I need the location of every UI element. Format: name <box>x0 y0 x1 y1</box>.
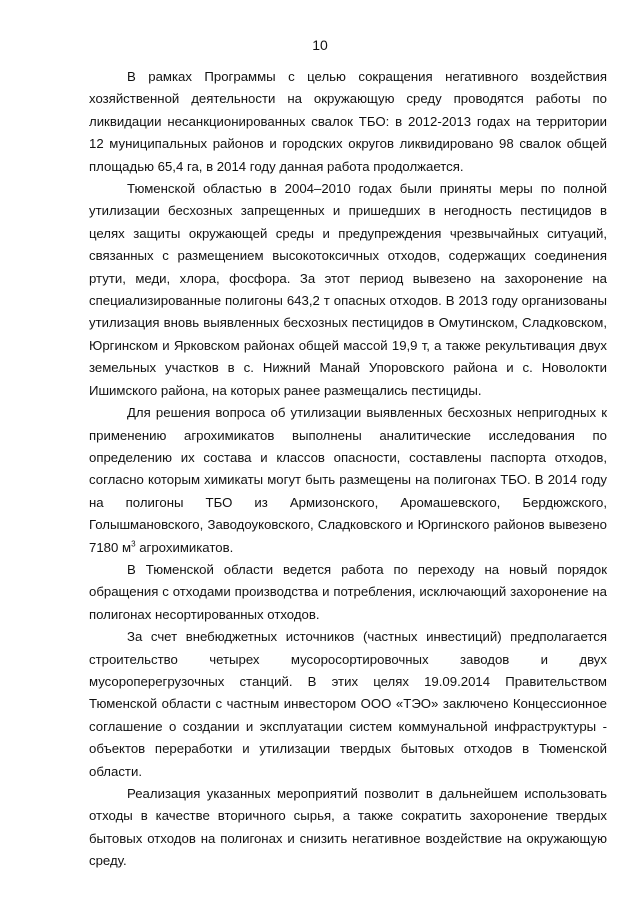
paragraph-pesticide-disposal: Тюменской областью в 2004–2010 годах были приняты меры по полной утилизации бесхозных запрещенных и пришедших в негодность пестицидов в целях защиты окружающей среды и предупреждения чрезвычайных ситуаций, связанных с размещением высокотоксичных отходов, содержащих соединения ртути, меди, хлора, фосфора. За этот период вывезено на захоронение на специализированные полигоны 643,2 т опасных отходов. В 2013 году организованы утилизация вновь выявленных бесхозных пестицидов в Омутинском, Сладковском, Юргинском и Ярковском районах общей массой 19,9 т, а также рекультивация двух земельных участков в с. Нижний Манай Упоровского района и с. Новолокти Ишимского района, на которых ранее размещались пестициды. <box>89 181 607 398</box>
paragraph-agrochemicals <box>89 402 607 559</box>
paragraph-sorting-plants: За счет внебюджетных источников (частных инвестиций) предполагается строительство четырех мусоросортировочных заводов и двух мусороперегрузочных станций. В этих целях 19.09.2014 Правительством Тюменской области с частным инвестором ООО «ТЭО» заключено Концессионное соглашение о создании и эксплуатации систем коммунальной инфраструктуры - объектов переработки и утилизации твердых бытовых отходов в Тюменской области. <box>89 629 607 779</box>
paragraph-landfill-liquidation: В рамках Программы с целью сокращения негативного воздействия хозяйственной деятельности на окружающую среду проводятся работы по ликвидации несанкционированных свалок ТБО: в 2012-2013 годах на территории 12 муниципальных районов и городских округов ликвидировано 98 свалок общей площадью 65,4 га, в 2014 году данная работа продолжается. <box>89 69 607 174</box>
paragraph-secondary-raw-materials: Реализация указанных мероприятий позволит в дальнейшем использовать отходы в качестве вторичного сырья, а также сократить захоронение твердых бытовых отходов на полигонах и снизить негативное воздействие на окружающую среду. <box>89 786 607 869</box>
page-number: 10 <box>312 37 328 53</box>
paragraph-agrochemicals-tail: агрохимикатов. <box>135 539 234 555</box>
cubic-meter-superscript: 3 <box>131 539 136 549</box>
paragraph-agrochemicals-text: Для решения вопроса об утилизации выявленных бесхозных непригодных к применению агрохимикатов выполнены аналитические исследования по определению их состава и классов опасности, составлены паспорта отходов, согласно которым химикаты могут быть размещены на полигонах ТБО. В 2014 году на полигоны ТБО из Армизонского, Аромашевского, Бердюжского, Голышмановского, Заводоуковского, Сладковского и Юргинского районов вывезено 7180 м <box>89 405 607 555</box>
document-body <box>89 66 607 873</box>
paragraph-waste-handling-order: В Тюменской области ведется работа по переходу на новый порядок обращения с отходами производства и потребления, исключающий захоронение на полигонах несортированных отходов. <box>89 561 607 622</box>
